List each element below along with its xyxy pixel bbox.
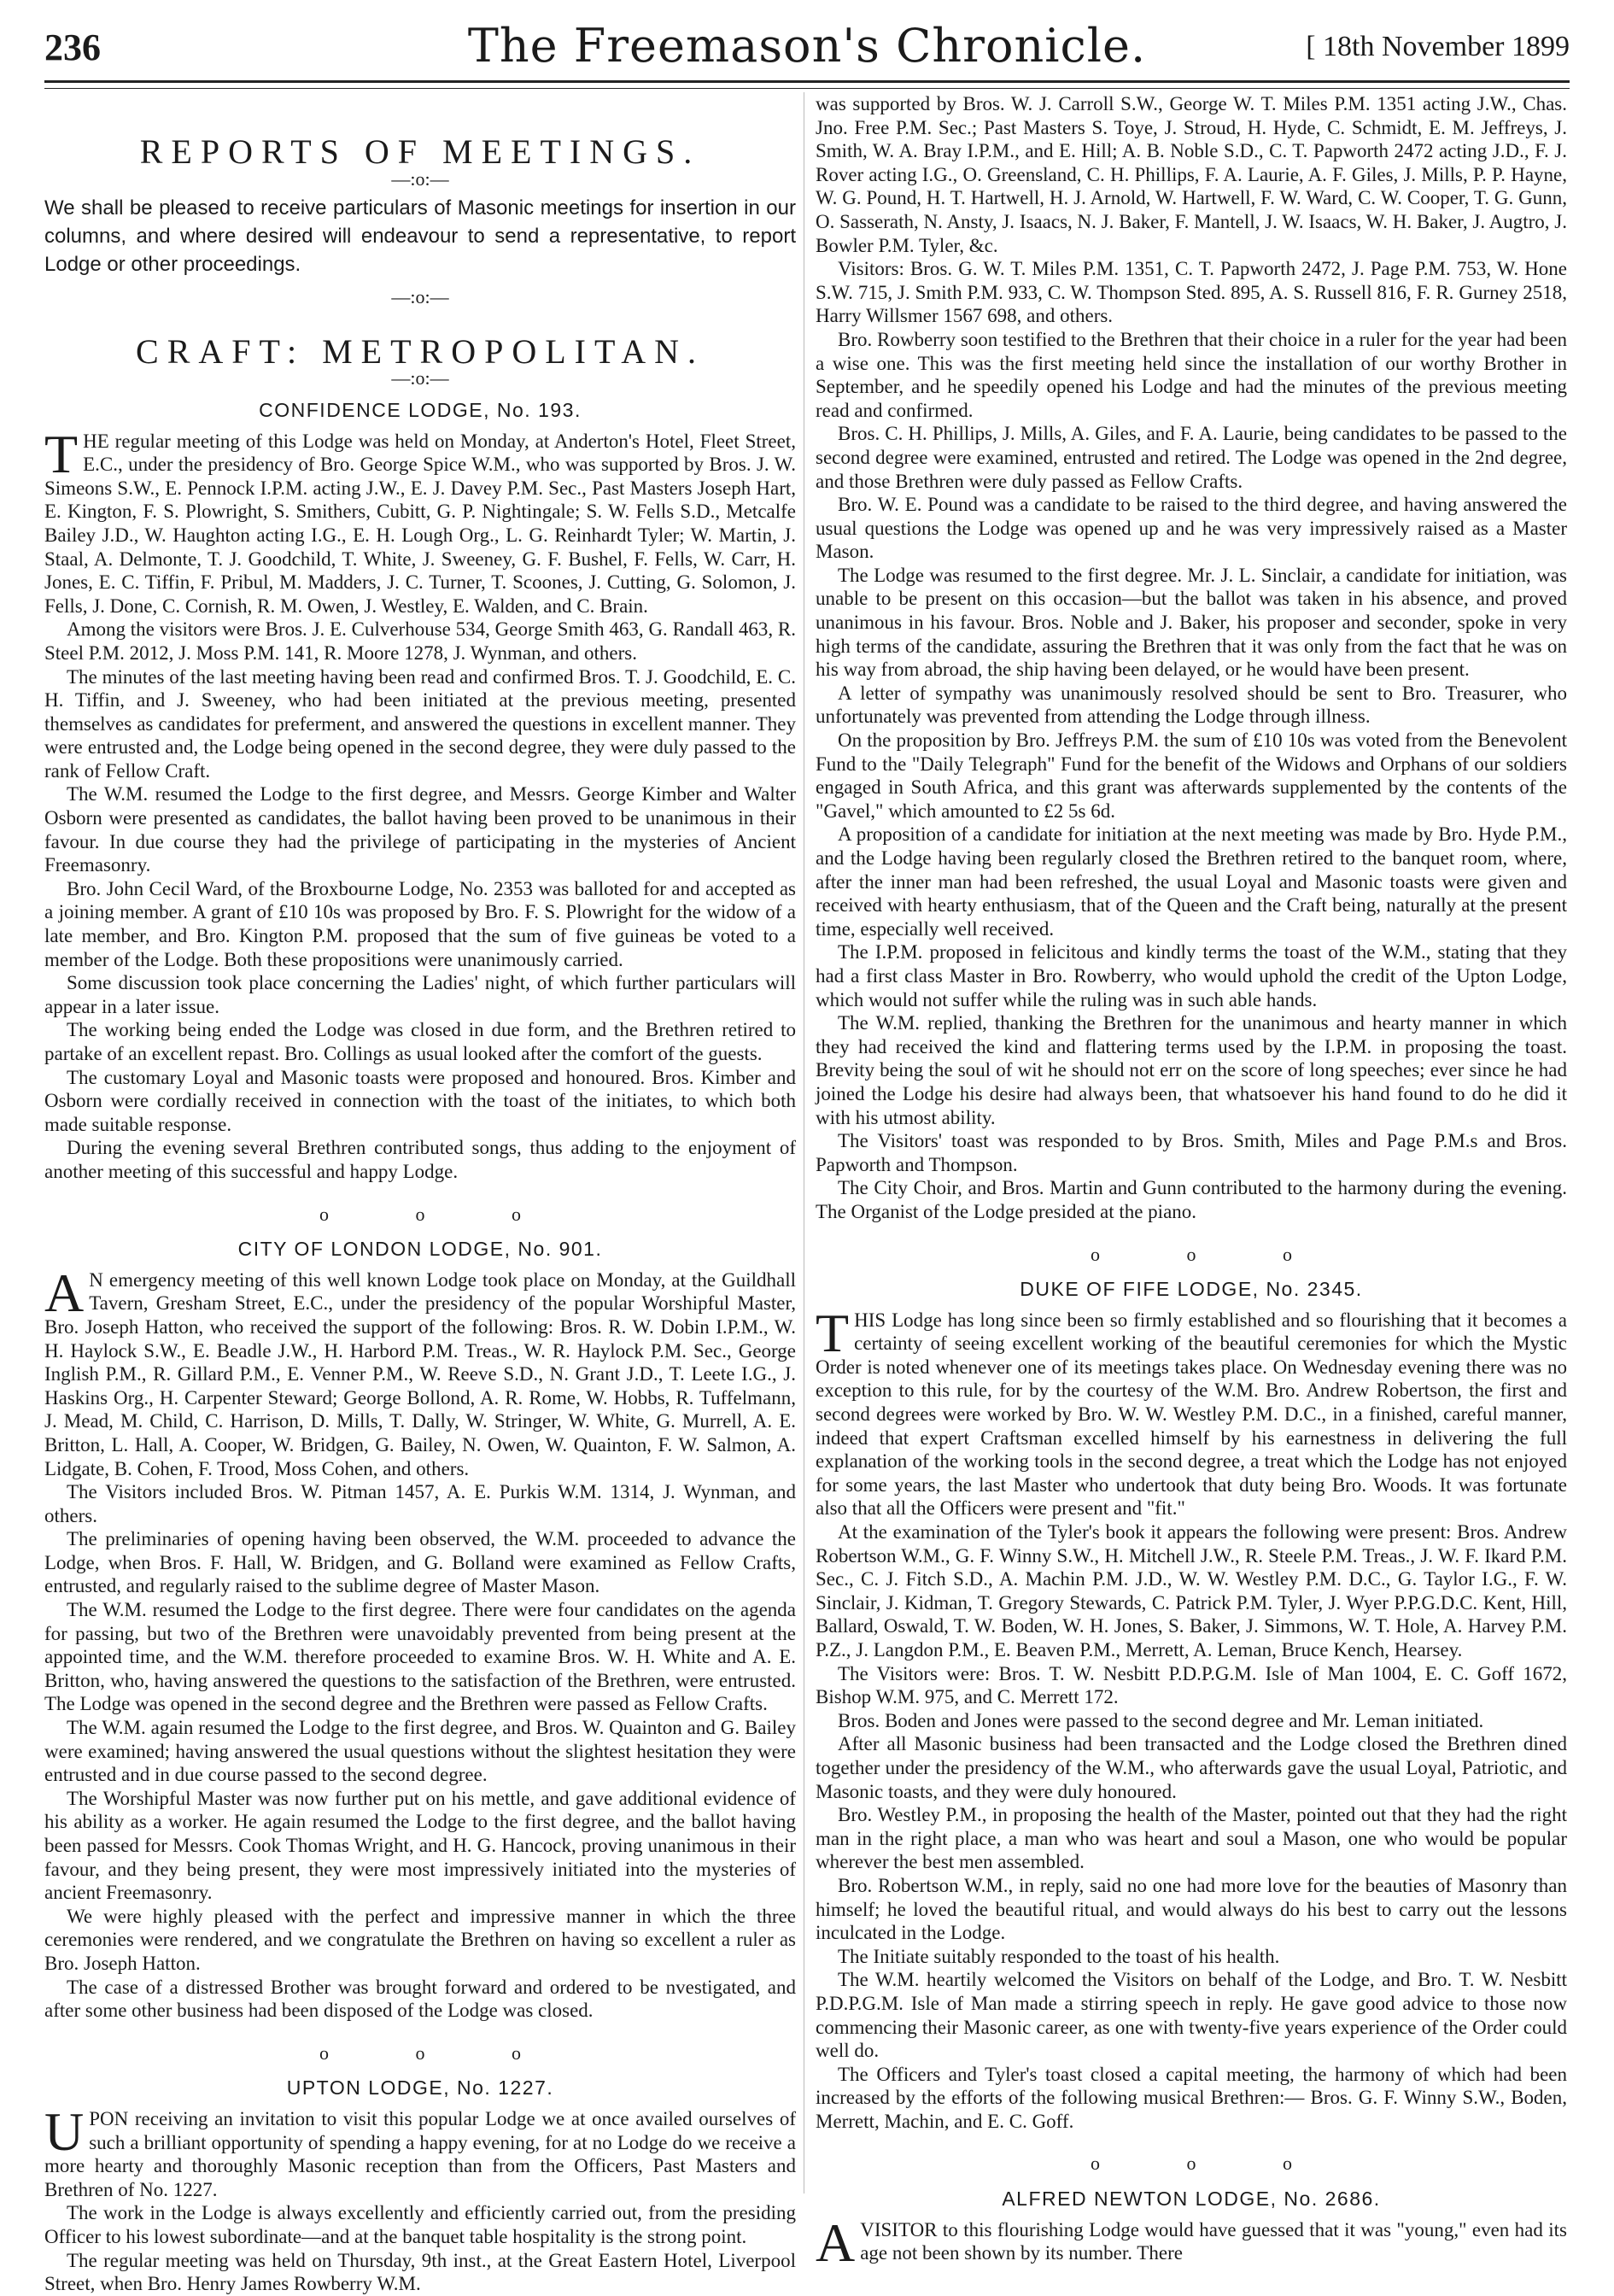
paragraph: Among the visitors were Bros. J. E. Culverhouse 534, George Smith 463, G. Randall 463, R. Steel P.M. 2012, J. Moss P.M. 141, R. Moore 1278, J. Wynman, and others. — [44, 618, 796, 664]
paragraph: Bros. C. H. Phillips, J. Mills, A. Giles, and F. A. Laurie, being candidates to be passed to the second degree were examined, entrusted and retired. The Lodge was opened in the 2nd degree, and those Brethren were duly passed as Fellow Crafts. — [816, 423, 1567, 492]
paragraph: A proposition of a candidate for initiation at the next meeting was made by Bro. Hyde P.M., and the Lodge having been regularly closed the Brethren retired to the banquet room, where, after the inner man had been refreshed, the usual Loyal and Masonic toasts were given and received with hearty enthusiasm, that of the Queen and the Craft being, naturally at the present time, especially well received. — [816, 823, 1567, 940]
paragraph: After all Masonic business had been transacted and the Lodge closed the Brethren dined together under the presidency of the W.M., who afterwards gave the usual Loyal, Patriotic, and Masonic toasts, and they were duly honoured. — [816, 1733, 1567, 1802]
paragraph: The minutes of the last meeting having been read and confirmed Bros. T. J. Goodchild, E. C. H. Tiffin, and J. Sweeney, who had been initiated at the previous meeting, presented themselves as candidates for preferment, and answered the questions in excellent manner. They were entrusted and, the Lodge being opened in the second degree, they were duly passed to the rank of Fellow Craft. — [44, 665, 796, 782]
paragraph: The W.M. replied, thanking the Brethren for the unanimous and hearty manner in which they had received the kind and flattering terms used by the I.P.M. in proposing the toast. Brevity being the soul of wit he should not err on the score of long speeches; ever since he had joined the Lodge his desire had always been, that whatsoever his hand found to do he did it with his utmost ability. — [816, 1012, 1567, 1128]
left-column — [44, 92, 796, 2296]
paragraph: Bro. Rowberry soon testified to the Brethren that their choice in a ruler for the year had been a wise one. This was the first meeting held since the installation of our worthy Brother in September, and he speedily opened his Lodge and had the minutes of the previous meeting read and confirmed. — [816, 328, 1567, 421]
section-divider: o o o — [1091, 2152, 1333, 2175]
paragraph: The W.M. resumed the Lodge to the first degree, and Messrs. George Kimber and Walter Osborn were presented as candidates, the ballot having been proved to be unanimous in their favour. In due course they had the privilege of participating in the mysteries of Ancient Freemasonry. — [44, 783, 796, 876]
alfred-heading: ALFRED NEWTON LODGE, No. 2686. — [1002, 2188, 1381, 2211]
paragraph: A letter of sympathy was unanimously resolved should be sent to Bro. Treasurer, who unfortunately was prevented from attending the Lodge through illness. — [816, 682, 1567, 728]
paragraph: The case of a distressed Brother was brought forward and ordered to be nvestigated, and after some other business had been disposed of the Lodge was closed. — [44, 1976, 796, 2022]
paragraph: The Lodge was resumed to the first degree. Mr. J. L. Sinclair, a candidate for initiation, was unable to be present on this occasion—but the ballot was taken in his absence, and proved unanimous in his favour. Bros. Noble and J. Baker, his proposer and seconder, spoke in very high terms of the candidate, assuring the Brethren that it was only from the fact that he was on his way from abroad, the ship having been delayed, or he would have been present. — [816, 564, 1567, 681]
paragraph: The preliminaries of opening having been observed, the W.M. proceeded to advance the Lodge, when Bros. F. Hall, W. Bridgen, and G. Bolland were examined as Fellow Crafts, entrusted, and regularly raised to the sublime degree of Master Mason. — [44, 1528, 796, 1597]
separator: —:o:— — [391, 367, 449, 390]
paragraph: Bro. Westley P.M., in proposing the health of the Master, pointed out that they had the right man in the right place, a man who was heart and soul a Mason, one who would be popular wherever the best men assembled. — [816, 1804, 1567, 1873]
paragraph: THE regular meeting of this Lodge was held on Monday, at Anderton's Hotel, Fleet Street, E.C., under the presidency of Bro. George Spice W.M., who was supported by Bros. J. W. Simeons S.W., E. Pennock I.P.M. acting J.W., E. J. Davey P.M. Sec., Past Masters Joseph Hart, E. Kington, F. S. Plowright, S. Smithers, Cubitt, G. P. Nightingale; S. W. Fells S.D., Metcalfe Bailey J.D., W. Haughton acting I.G., E. H. Lough Org., L. G. Reinhardt Tyler; W. Martin, J. Staal, A. Delmonte, T. J. Goodchild, T. White, J. Sweeney, G. F. Bushel, F. Fells, W. Carr, H. Jones, E. C. Tiffin, F. Pribul, M. Madders, J. C. Turner, T. Scoones, J. Cutting, G. Solomon, J. Fells, J. Done, C. Cornish, R. M. Owen, J. Westley, E. Walden, and C. Brain. — [44, 423, 796, 617]
paragraph: was supported by Bros. W. J. Carroll S.W., George W. T. Miles P.M. 1351 acting J.W., Chas. Jno. Free P.M. Sec.; Past Masters S. Toye, J. Stroud, H. Hyde, C. Schmidt, E. M. Jeffreys, J. Smith, W. A. Bray I.P.M., and E. Hill; A. B. Noble S.D., C. T. Papworth 2472 acting J.D., F. J. Rover acting I.G., O. Greensland, C. H. Phillips, F. A. Laurie, A. F. Giles, J. Mills, P. P. Hayne, W. G. Pound, H. T. Hartwell, H. J. Arnold, W. Hartwell, F. W. Ward, C. W. Cooper, T. G. Gunn, O. Sasserath, N. Ansty, J. Isaacs, N. J. Baker, F. Mantell, J. W. Isaacs, W. H. Baker, J. Augtro, J. Bowler P.M. Tyler, &c. — [816, 93, 1567, 256]
right-column — [816, 92, 1567, 2273]
drop-cap: T — [44, 423, 79, 484]
paragraph: The W.M. heartily welcomed the Visitors on behalf of the Lodge, and Bro. T. W. Nesbitt P.D.P.G.M. Isle of Man made a stirring speech in reply. He gave good advice to those now commencing their Masonic career, as one with twenty-five years experience of the Order could well do. — [816, 1969, 1567, 2062]
paragraph: The W.M. again resumed the Lodge to the first degree, and Bros. W. Quainton and G. Bailey were examined; having answered the usual questions without the slightest hesitation they were entrusted and in due course passed to the second degree. — [44, 1717, 796, 1786]
header-rule — [44, 80, 1570, 89]
paragraph: During the evening several Brethren contributed songs, thus adding to the enjoyment of another meeting of this successful and happy Lodge. — [44, 1137, 796, 1182]
paragraph: At the examination of the Tyler's book it appears the following were present: Bros. Andrew Robertson W.M., G. F. Winny S.W., H. Mitchell J.W., R. Steele P.M. Treas., J. W. F. Ikard P.M. Sec., C. J. Fitch S.D., A. Machin P.M. J.D., W. W. Westley P.M. D.C., G. Taylor I.G., F. W. Sinclair, J. Kidman, T. Gregory Stewards, C. Patrick P.M. Tyler, J. Wyer P.P.G.D.C. Kent, Hill, Ballard, Oswald, T. W. Boden, W. H. Jones, S. Baker, J. Simmons, W. T. Hole, A. Harvey P.M. P.Z., J. Langdon P.M., E. Beaven P.M., Merrett, A. Leman, Bruce Kench, Hearsey. — [816, 1521, 1567, 1660]
paragraph: The W.M. resumed the Lodge to the first degree. There were four candidates on the agenda for passing, but two of the Brethren were unavoidably prevented from being present at the appointed time, and the W.M. therefore proceeded to examine Bros. W. H. White and A. E. Britton, who, having answered the questions to the satisfaction of the Brethren, were entrusted. The Lodge was opened in the second degree and the Brethren were passed as Fellow Crafts. — [44, 1599, 796, 1715]
paragraph: The Visitors included Bros. W. Pitman 1457, A. E. Purkis W.M. 1314, J. Wynman, and others. — [44, 1481, 796, 1526]
paragraph: The Visitors were: Bros. T. W. Nesbitt P.D.P.G.M. Isle of Man 1004, E. C. Goff 1672, Bishop W.M. 975, and C. Merrett 172. — [816, 1662, 1567, 1708]
city-heading: CITY OF LONDON LODGE, No. 901. — [237, 1238, 603, 1261]
paragraph: The I.P.M. proposed in felicitous and kindly terms the toast of the W.M., stating that they had a first class Master in Bro. Rowberry, who would uphold the credit of the Upton Lodge, which would not suffer while the ruling was in such able hands. — [816, 941, 1567, 1010]
paragraph: THIS Lodge has long since been so firmly established and so flourishing that it becomes a certainty of seeing excellent working of the beautiful ceremonies for which the Mystic Order is noted whenever one of its meetings takes place. On Wednesday evening there was no exception to this rule, for by the courtesy of the W.M. Bro. Andrew Robertson, the first and second degrees were worked by Bro. W. W. Westley P.M. D.C., in a finished, careful manner, indeed that expert Craftsman excelled himself by his earnestness in delivering the full explanation of the working tools in the second degree, a treat which the Lodge has not enjoyed for some years, the last Master who undertook that duty being Bro. Woods. It was fortunate also that all the Officers were present and "fit." — [816, 1302, 1567, 1520]
separator: —:o:— — [391, 286, 449, 308]
paragraph: The Initiate suitably responded to the toast of his health. — [838, 1945, 1280, 1967]
paragraph: The regular meeting was held on Thursday, 9th inst., at the Great Eastern Hotel, Liverpool Street, when Bro. Henry James Rowberry W.M. — [44, 2249, 796, 2295]
drop-cap: T — [816, 1302, 850, 1363]
paragraph: AVISITOR to this flourishing Lodge would have guessed that it was "young," even had its age not been shown by its number. There — [816, 2211, 1567, 2273]
upton-heading: UPTON LODGE, No. 1227. — [286, 2076, 554, 2100]
drop-cap: A — [816, 2211, 856, 2273]
paragraph: We were highly pleased with the perfect and impressive manner in which the three ceremonies were rendered, and we congratulate the Brethren on having so excellent a ruler as Bro. Joseph Hatton. — [44, 1905, 796, 1974]
craft-title: CRAFT: METROPOLITAN. — [136, 331, 705, 371]
paragraph: The customary Loyal and Masonic toasts were proposed and honoured. Bros. Kimber and Osborn were cordially received in connection with the toast of the initiates, to which both made suitable response. — [44, 1066, 796, 1135]
confidence-heading: CONFIDENCE LODGE, No. 193. — [259, 398, 582, 421]
drop-cap: U — [44, 2100, 85, 2162]
paragraph: UPON receiving an invitation to visit this popular Lodge we at once availed ourselves of such a brilliant opportunity of spending a happy evening, for at no Lodge do we receive a more hearty and thoroughly Masonic reception than from the Officers, Past Masters and Brethren of No. 1227. — [44, 2100, 796, 2200]
page-header — [44, 19, 1570, 79]
page-number: 236 — [44, 26, 101, 68]
paragraph: Bro. W. E. Pound was a candidate to be raised to the third degree, and having answered the usual questions the Lodge was opened up and he was very impressively raised as a Master Mason. — [816, 494, 1567, 563]
paragraph: Some discussion took place concerning the Ladies' night, of which further particulars will appear in a later issue. — [44, 972, 796, 1017]
masthead-title: The Freemason's Chronicle. — [467, 19, 1147, 73]
paragraph: A N emergency meeting of this well known Lodge took place on Monday, at the Guildhall Tavern, Gresham Street, E.C., under the presidency of the popular Worshipful Master, Bro. Joseph Hatton, who received the support of the following: Bros. R. W. Dobin I.P.M., W. H. Haylock S.W., E. Beadle J.W., H. Harbord P.M. Treas., W. R. Haylock P.M. Sec., George Inglish P.M., R. Gillard P.M., E. Venner P.M., W. Reeve S.D., N. Grant J.D., T. Leete I.G., J. Haskins Org., H. Carpenter Steward; George Bollond, A. R. Rome, W. Hobbs, R. Tuffelmann, J. Mead, M. Child, C. Harrison, D. Mills, T. Dally, W. Stringer, W. White, G. Murrell, A. E. Britton, L. Hall, A. Cooper, W. Bridgen, G. Bailey, N. Owen, W. Quainton, F. W. Salmon, A. Lidgate, B. Cohen, F. Trood, Moss Cohen, and others. — [44, 1262, 796, 1479]
issue-date: [ 18th November 1899 — [1306, 31, 1570, 62]
paragraph: The Visitors' toast was responded to by Bros. Smith, Miles and Page P.M.s and Bros. Papworth and Thompson. — [816, 1130, 1567, 1175]
paragraph: The work in the Lodge is always excellently and efficiently carried out, from the presiding Officer to his lowest subordinate—and at the banquet table hospitality is the strong point. — [44, 2202, 796, 2247]
paragraph: Bros. Boden and Jones were passed to the second degree and Mr. Leman initiated. — [838, 1709, 1484, 1731]
notice: We shall be pleased to receive particulars of Masonic meetings for insertion in our columns, and where desired will endeavour to send a representative, to report Lodge or other proceedings. — [44, 196, 796, 277]
paragraph: The Worshipful Master was now further put on his mettle, and gave additional evidence of his ability as a worker. He again resumed the Lodge to the first degree, and the ballot having been passed for Messrs. Cook Thomas Wright, and H. G. Hancock, proving unanimous in their favour, and they being present, they were most impressively initiated into the mysteries of ancient Freemasonry. — [44, 1787, 796, 1904]
section-divider: o o o — [1091, 1243, 1333, 1265]
paragraph: Bro. John Cecil Ward, of the Broxbourne Lodge, No. 2353 was balloted for and accepted as a joining member. A grant of £10 10s was proposed by Bro. F. S. Plowright for the widow of a late member, and Bro. Kington P.M. proposed that the sum of five guineas be voted to a member of the Lodge. Both these propositions were unanimously carried. — [44, 877, 796, 970]
fife-heading: DUKE OF FIFE LODGE, No. 2345. — [1020, 1278, 1363, 1301]
paragraph: The City Choir, and Bros. Martin and Gunn contributed to the harmony during the evening. The Organist of the Lodge presided at the piano. — [816, 1177, 1567, 1222]
paragraph: Bro. Robertson W.M., in reply, said no one had more love for the beauties of Masonry than himself; he loved the beautiful ritual, and would always do his best to carry out the lessons inculcated in the Lodge. — [816, 1874, 1567, 1944]
paragraph: On the proposition by Bro. Jeffreys P.M. the sum of £10 10s was voted from the Benevolent Fund to the "Daily Telegraph" Fund for the benefit of the Widows and Orphans of our soldiers engaged in South Africa, and this grant was afterwards supplemented by the contents of the "Gavel," which amounted to £2 5s 6d. — [816, 729, 1567, 822]
separator: —:o:— — [391, 167, 449, 190]
paragraph: Visitors: Bros. G. W. T. Miles P.M. 1351, C. T. Papworth 2472, J. Page P.M. 753, W. Hone S.W. 715, J. Smith P.M. 933, C. W. Thompson Sted. 895, A. S. Russell 816, F. R. Gurney 2518, Harry Willsmer 1567 698, and others. — [816, 258, 1567, 327]
section-divider: o o o — [319, 2041, 562, 2064]
paragraph: The working being ended the Lodge was closed in due form, and the Brethren retired to partake of an excellent repast. Bro. Collings as usual looked after the comfort of the guests. — [44, 1019, 796, 1064]
drop-cap: A — [44, 1262, 85, 1323]
paragraph: The Officers and Tyler's toast closed a capital meeting, the harmony of which had been increased by the efforts of the following musical Brethren:— Bros. G. F. Winny S.W., Boden, Merrett, Machin, and E. C. Goff. — [816, 2063, 1567, 2132]
reports-title: REPORTS OF MEETINGS. — [139, 132, 701, 171]
section-divider: o o o — [319, 1203, 562, 1225]
